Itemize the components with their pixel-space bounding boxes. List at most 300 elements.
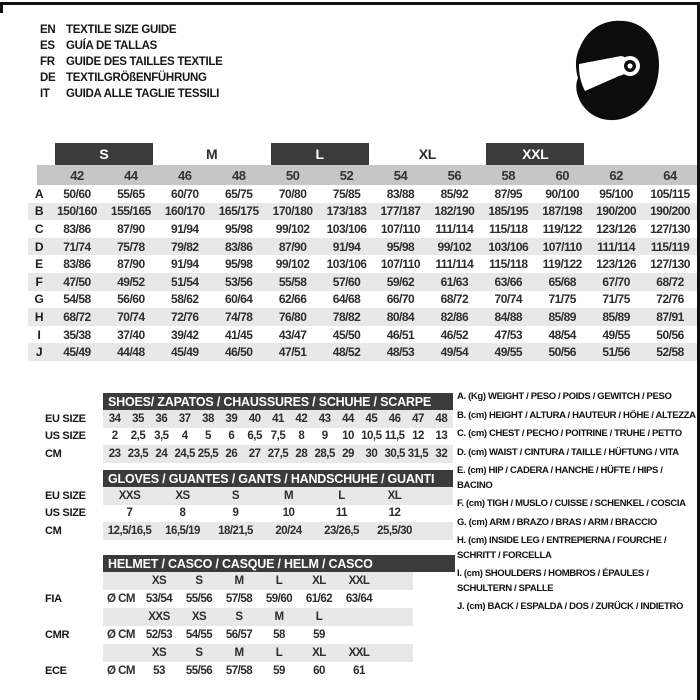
subtable-value-cell: M <box>283 489 294 502</box>
subtable-value-cell: 27 <box>248 447 261 460</box>
subtable-value-cell: 12 <box>388 507 401 520</box>
size-value-cell: 123/126 <box>596 257 637 272</box>
subtable-value-cell: 20/24 <box>275 524 302 537</box>
size-value-cell: 105/115 <box>650 186 690 201</box>
size-value-cell: 190/200 <box>596 204 637 219</box>
subtable-value-cell: 6,5 <box>247 430 262 443</box>
left-border-tick <box>0 2 3 13</box>
subtable-value-cell: 11,5 <box>384 430 405 443</box>
subtable-value-cell: S <box>195 575 203 587</box>
subtable-row-label: CM <box>45 447 62 460</box>
size-group-cell <box>158 143 266 165</box>
subtable-row <box>45 487 453 505</box>
subtable-value-cell: 54/55 <box>185 629 213 641</box>
size-value-cell: 35/38 <box>63 327 91 342</box>
subtable-value-cell: 29 <box>342 447 354 460</box>
subtable-value-cell: L <box>275 575 283 587</box>
size-value-cell: 119/122 <box>542 257 582 272</box>
row-letter-label: F <box>35 274 43 289</box>
subtable-value-cell: 35 <box>132 412 144 425</box>
subtable-value-cell: 43 <box>318 412 331 425</box>
subtable-row-label: ECE <box>45 665 67 677</box>
subtable-value-cell: 57/58 <box>225 665 253 677</box>
subtable-value-cell: 12,5/16,5 <box>107 524 152 537</box>
size-value-cell: 190/200 <box>650 204 690 219</box>
subtable-cells <box>103 572 413 590</box>
gloves-size-table <box>45 470 453 540</box>
legend-item: C. (cm) CHEST / PECHO / POITRINE / TRUHE / PETTO <box>457 428 682 439</box>
subtable-title-row <box>45 555 455 572</box>
subtable-value-cell: 52/53 <box>145 629 173 641</box>
subtable-cells <box>103 505 453 523</box>
legend-item: H. (cm) INSIDE LEG / ENTREPIERNA / FOURCHE / SCHRITT / FORCELLA <box>457 535 667 561</box>
size-value-cell: 49/55 <box>494 345 523 360</box>
subtable-value-cell: 23 <box>108 447 121 460</box>
subtable-cells <box>103 428 453 446</box>
size-value-cell: 82/86 <box>440 309 469 324</box>
size-group-label-M: M <box>206 146 218 162</box>
subtable-value-cell: 25,5/30 <box>377 524 412 537</box>
subtable-value-cell: 61/62 <box>305 593 333 605</box>
subtable-value-cell: 8 <box>298 430 305 443</box>
legend-item: F. (cm) TIGH / MUSLO / CUISSE / SCHENKEL / COSCIA <box>457 498 686 509</box>
subtable-row <box>45 505 453 523</box>
subtable-value-cell: 32 <box>435 447 448 460</box>
subtable-value-cell: 37 <box>178 412 191 425</box>
size-value-cell: 52/58 <box>656 345 684 360</box>
subtable-value-cell: 30,5 <box>384 447 405 460</box>
subtable-row-label: FIA <box>45 593 62 605</box>
subtable-value-cell: 3,5 <box>154 430 169 443</box>
subtable-value-cell: 55/56 <box>185 665 213 677</box>
size-value-cell: 95/98 <box>386 239 415 254</box>
size-value-cell: 49/52 <box>117 274 145 289</box>
subtable-value-cell: S <box>231 489 240 502</box>
size-value-cell: 90/100 <box>545 186 580 201</box>
size-value-cell: 91/94 <box>332 239 361 254</box>
subtable-value-cell: XL <box>312 647 326 659</box>
subtable-value-cell: 41 <box>272 412 284 425</box>
size-value-cell: 99/102 <box>437 239 472 254</box>
subtable-row <box>45 572 455 590</box>
size-table-row <box>28 273 697 291</box>
subtable-value-cell: XS <box>151 575 167 587</box>
subtable-title-row <box>45 470 453 487</box>
size-value-cell: 83/86 <box>63 257 91 272</box>
subtable-value-cell: 24,5 <box>174 447 195 460</box>
subtable-title: SHOES/ ZAPATOS / CHAUSSURES / SCHUHE / SCARPE <box>103 393 453 410</box>
size-group-label-S: S <box>55 143 153 165</box>
legend-item: E. (cm) HIP / CADERA / HANCHE / HÜFTE / HIPS / BACINO <box>457 465 663 491</box>
row-letter-label: J <box>35 345 43 360</box>
size-value-cell: 85/89 <box>548 309 576 324</box>
subtable-value-cell: 31,5 <box>407 447 429 460</box>
row-letter-label: D <box>34 239 44 254</box>
size-value-cell: 54/58 <box>63 292 91 307</box>
subtable-value-cell: 7,5 <box>270 430 286 443</box>
subtable-row <box>45 608 455 626</box>
subtable-value-cell: XXS <box>148 611 170 623</box>
size-column-header: 46 <box>178 167 192 183</box>
size-table-row <box>28 326 697 344</box>
subtable-value-cell: 61 <box>353 665 365 677</box>
size-value-cell: 51/56 <box>602 345 630 360</box>
language-text: GUIDA ALLE TAGLIE TESSILI <box>66 88 220 100</box>
size-value-cell: 95/100 <box>599 186 633 201</box>
subtable-value-cell: 27,5 <box>267 447 289 460</box>
subtable-row <box>45 626 455 644</box>
size-table-row <box>28 343 697 361</box>
subtable-value-cell: 63/64 <box>345 593 373 605</box>
size-value-cell: 48/52 <box>332 345 361 360</box>
size-value-cell: 187/198 <box>542 204 583 219</box>
subtable-value-cell: 56/57 <box>225 629 253 641</box>
size-table-row <box>28 291 697 309</box>
size-value-cell: 83/86 <box>63 221 91 236</box>
size-value-cell: 47/53 <box>494 327 523 342</box>
size-value-cell: 57/60 <box>332 274 361 289</box>
size-value-cell: 115/118 <box>489 257 528 272</box>
size-column-header: 60 <box>555 167 569 183</box>
subtable-cells <box>103 626 413 644</box>
size-value-cell: 49/54 <box>440 345 469 360</box>
size-group-cell <box>374 143 482 165</box>
size-value-cell: 45/49 <box>171 345 199 360</box>
size-value-cell: 70/74 <box>117 309 145 324</box>
size-value-cell: 87/90 <box>278 239 307 254</box>
legend-item: B. (cm) HEIGHT / ALTURA / HAUTEUR / HÖHE / ALTEZZA <box>457 409 696 421</box>
language-row <box>40 70 223 86</box>
subtable-value-cell: 24 <box>155 447 168 460</box>
measurement-legend <box>457 390 697 619</box>
size-value-cell: 111/114 <box>597 239 636 254</box>
size-value-cell: 60/70 <box>171 186 199 201</box>
size-value-cell: 65/75 <box>224 186 253 201</box>
subtable-cells <box>103 590 413 608</box>
helmet-size-table <box>45 555 455 680</box>
size-column-header: 56 <box>447 167 462 183</box>
size-value-cell: 103/106 <box>326 221 367 236</box>
subtable-value-cell: XS <box>151 647 167 659</box>
size-value-cell: 72/76 <box>656 292 684 307</box>
size-value-cell: 165/175 <box>218 204 259 219</box>
subtable-value-cell: L <box>338 489 345 502</box>
subtable-value-cell: 11 <box>335 507 348 520</box>
language-text: GUÍA DE TALLAS <box>66 40 157 52</box>
subtable-value-cell: XS <box>191 611 207 623</box>
size-group-cell <box>481 143 589 165</box>
subtable-value-cell: 47 <box>412 412 424 425</box>
size-value-cell: 103/106 <box>488 239 529 254</box>
size-value-cell: 67/70 <box>602 274 630 289</box>
size-value-cell: 71/75 <box>548 292 576 307</box>
subtable-value-cell: 36 <box>155 412 168 425</box>
size-value-cell: 63/66 <box>494 274 523 289</box>
size-value-cell: 150/160 <box>57 204 97 219</box>
subtable-value-cell: 16,5/19 <box>165 524 200 537</box>
size-table-row <box>28 185 697 203</box>
size-value-cell: 46/52 <box>440 327 469 342</box>
size-value-cell: 75/78 <box>117 239 145 254</box>
subtable-value-cell: 40 <box>248 412 261 425</box>
subtable-value-cell: 28 <box>295 447 308 460</box>
size-value-cell: 95/98 <box>224 221 253 236</box>
subtable-value-cell: 2,5 <box>130 430 146 443</box>
size-value-cell: 68/72 <box>63 309 91 324</box>
subtable-value-cell: 28,5 <box>314 447 335 460</box>
subtable-value-cell: 9 <box>232 507 239 520</box>
size-value-cell: 75/85 <box>332 186 361 201</box>
size-value-cell: 50/60 <box>63 186 91 201</box>
size-value-cell: 127/130 <box>650 257 690 272</box>
size-group-label-XXL: XXL <box>486 143 584 165</box>
subtable-value-cell: XXS <box>118 489 141 502</box>
size-value-cell: 58/62 <box>171 292 199 307</box>
size-value-cell: 68/72 <box>440 292 469 307</box>
size-value-cell: 78/82 <box>332 309 361 324</box>
size-value-cell: 177/187 <box>380 204 421 219</box>
subtable-value-cell: 48 <box>435 412 448 425</box>
subtable-value-cell: 10,5 <box>361 430 382 443</box>
size-value-cell: 79/82 <box>171 239 199 254</box>
subtable-value-cell: 23,5 <box>127 447 149 460</box>
size-value-cell: 87/90 <box>117 221 145 236</box>
subtable-value-cell: Ø CM <box>106 665 136 677</box>
subtable-value-cell: 6 <box>228 430 235 443</box>
size-value-cell: 47/50 <box>63 274 91 289</box>
size-value-cell: 46/51 <box>386 327 415 342</box>
size-value-cell: 85/89 <box>602 309 630 324</box>
size-value-cell: 66/70 <box>386 292 415 307</box>
size-value-cell: 103/106 <box>326 257 367 272</box>
size-value-cell: 170/180 <box>272 204 313 219</box>
language-code: IT <box>40 88 50 100</box>
size-value-cell: 111/114 <box>435 221 474 236</box>
size-group-label-L: L <box>271 143 369 165</box>
legend-item: D. (cm) WAIST / CINTURA / TAILLE / HÜFTUNG / VITA <box>457 446 679 458</box>
size-table-row <box>28 238 697 256</box>
subtable-title: HELMET / CASCO / CASQUE / HELM / CASCO <box>103 555 455 572</box>
size-table-row <box>28 308 697 326</box>
size-value-cell: 41/45 <box>224 327 253 342</box>
shoes-size-table <box>45 393 453 463</box>
subtable-value-cell: 8 <box>179 507 186 520</box>
subtable-row <box>45 644 455 662</box>
legend-item: A. (Kg) WEIGHT / PESO / POIDS / GEWITCH / PESO <box>457 391 672 402</box>
subtable-value-cell: 10 <box>282 507 295 520</box>
size-value-cell: 111/114 <box>435 257 474 272</box>
size-value-cell: 71/74 <box>63 239 91 254</box>
subtable-value-cell: 55/56 <box>185 593 213 605</box>
row-letter-label: E <box>35 257 43 272</box>
subtable-value-cell: L <box>315 611 323 623</box>
subtable-row <box>45 410 453 428</box>
legend-item: I. (cm) SHOULDERS / HOMBROS / ÉPAULES / SCHULTERN / SPALLE <box>457 568 649 594</box>
subtable-value-cell: Ø CM <box>106 629 136 641</box>
size-value-cell: 107/110 <box>380 257 421 272</box>
subtable-row-label: EU SIZE <box>45 412 86 425</box>
row-letter-label: B <box>34 204 44 219</box>
subtable-row <box>45 428 453 446</box>
subtable-value-cell: 53/54 <box>145 593 173 605</box>
size-value-cell: 39/42 <box>171 327 199 342</box>
size-column-header: 50 <box>285 167 300 183</box>
language-code: EN <box>40 24 56 36</box>
subtable-row-label: US SIZE <box>45 507 86 520</box>
size-value-cell: 182/190 <box>434 204 475 219</box>
size-value-cell: 37/40 <box>117 327 145 342</box>
subtable-value-cell: 7 <box>126 507 133 520</box>
size-value-cell: 99/102 <box>275 221 310 236</box>
size-column-header: 42 <box>70 167 84 183</box>
size-value-cell: 49/55 <box>602 327 630 342</box>
size-column-header: 48 <box>231 167 246 183</box>
subtable-row-label: CMR <box>45 629 70 641</box>
size-header-row <box>28 165 697 185</box>
subtable-title: GLOVES / GUANTES / GANTS / HANDSCHUHE / GUANTI <box>103 470 453 487</box>
size-value-cell: 60/64 <box>224 292 253 307</box>
racing-helmet-icon <box>572 20 660 127</box>
subtable-value-cell: 44 <box>342 412 354 425</box>
subtable-value-cell: M <box>234 575 244 587</box>
size-value-cell: 107/110 <box>380 221 421 236</box>
size-value-cell: 185/195 <box>488 204 529 219</box>
size-value-cell: 64/68 <box>332 292 361 307</box>
main-size-table <box>28 143 697 361</box>
legend-item: G. (cm) ARM / BRAZO / BRAS / ARM / BRACCIO <box>457 516 657 528</box>
size-value-cell: 45/49 <box>63 345 91 360</box>
size-value-cell: 48/54 <box>548 327 576 342</box>
row-letter-label: I <box>37 327 41 342</box>
subtable-value-cell: Ø CM <box>106 593 136 605</box>
size-value-cell: 80/84 <box>386 309 415 324</box>
size-value-cell: 59/62 <box>386 274 415 289</box>
subtable-value-cell: 30 <box>365 447 378 460</box>
subtable-value-cell: 59/60 <box>265 593 293 605</box>
size-value-cell: 160/170 <box>164 204 205 219</box>
subtable-value-cell: 10 <box>342 430 354 443</box>
subtable-value-cell: 18/21,5 <box>218 524 253 537</box>
language-title-block <box>40 22 223 102</box>
subtable-value-cell: 5 <box>205 430 211 443</box>
size-column-header: 58 <box>501 167 516 183</box>
size-group-label-XL: XL <box>418 146 437 162</box>
size-value-cell: 45/50 <box>332 327 361 342</box>
subtable-cells <box>103 487 453 505</box>
language-code: ES <box>40 40 55 52</box>
subtable-cells <box>103 522 453 540</box>
row-letter-label: A <box>34 186 44 201</box>
language-row <box>40 86 223 102</box>
subtable-value-cell: XS <box>175 489 190 502</box>
size-value-cell: 71/75 <box>602 292 630 307</box>
size-value-cell: 119/122 <box>542 221 582 236</box>
subtable-value-cell: L <box>275 647 283 659</box>
subtable-cells <box>103 445 453 463</box>
size-value-cell: 91/94 <box>171 221 199 236</box>
subtable-value-cell: 26 <box>225 447 238 460</box>
subtable-value-cell: 60 <box>313 665 325 677</box>
subtable-value-cell: 59 <box>273 665 285 677</box>
size-value-cell: 61/63 <box>440 274 469 289</box>
size-value-cell: 55/58 <box>278 274 307 289</box>
size-value-cell: 70/80 <box>278 186 307 201</box>
size-value-cell: 85/92 <box>440 186 469 201</box>
size-value-cell: 68/72 <box>656 274 684 289</box>
size-table-row <box>28 255 697 273</box>
subtable-cells <box>103 608 413 626</box>
language-row <box>40 22 223 38</box>
subtable-value-cell: 38 <box>202 412 214 425</box>
subtable-value-cell: XL <box>387 489 402 502</box>
size-value-cell: 115/119 <box>650 239 690 254</box>
subtable-value-cell: 53 <box>153 665 165 677</box>
top-border <box>0 2 700 5</box>
subtable-value-cell: S <box>195 647 203 659</box>
subtable-value-cell: 46 <box>388 412 401 425</box>
size-value-cell: 87/91 <box>656 309 684 324</box>
language-code: DE <box>40 72 56 84</box>
size-column-header: 44 <box>124 167 138 183</box>
subtable-row <box>45 590 455 608</box>
language-text: TEXTILE SIZE GUIDE <box>66 24 177 36</box>
subtable-value-cell: 59 <box>313 629 325 641</box>
size-value-cell: 50/56 <box>548 345 576 360</box>
size-group-row <box>28 143 697 165</box>
row-letter-label: C <box>34 221 44 236</box>
size-value-cell: 62/66 <box>278 292 307 307</box>
size-group-cell <box>266 143 374 165</box>
size-value-cell: 51/54 <box>171 274 199 289</box>
size-value-cell: 99/102 <box>275 257 310 272</box>
size-value-cell: 83/88 <box>386 186 415 201</box>
size-value-cell: 87/90 <box>117 257 145 272</box>
legend-item: J. (cm) BACK / ESPALDA / DOS / ZURÜCK / INDIETRO <box>457 601 683 612</box>
subtable-value-cell: 23/26,5 <box>324 524 359 537</box>
subtable-value-cell: 57/58 <box>225 593 253 605</box>
size-value-cell: 50/56 <box>656 327 684 342</box>
size-value-cell: 95/98 <box>224 257 253 272</box>
size-value-cell: 48/53 <box>386 345 415 360</box>
subtable-value-cell: 9 <box>321 430 328 443</box>
subtable-row-label: CM <box>45 524 62 537</box>
subtable-value-cell: M <box>234 647 244 659</box>
subtable-value-cell: 13 <box>435 430 448 443</box>
size-value-cell: 72/76 <box>171 309 199 324</box>
row-letter-label: G <box>34 292 44 307</box>
subtable-value-cell: 45 <box>365 412 378 425</box>
size-table-row <box>28 220 697 238</box>
language-text: GUIDE DES TAILLES TEXTILE <box>66 56 223 68</box>
size-table-row <box>28 203 697 221</box>
subtable-value-cell: 34 <box>108 412 121 425</box>
subtable-row <box>45 522 453 540</box>
row-letter-label: H <box>34 309 44 324</box>
size-value-cell: 91/94 <box>171 257 199 272</box>
subtable-value-cell: 12 <box>412 430 424 443</box>
subtable-cells <box>103 662 413 680</box>
language-row <box>40 54 223 70</box>
subtable-value-cell: 4 <box>181 430 188 443</box>
size-column-header: 54 <box>393 167 408 183</box>
subtable-value-cell: 42 <box>295 412 308 425</box>
subtable-row <box>45 662 455 680</box>
subtable-value-cell: 25,5 <box>197 447 219 460</box>
subtable-value-cell: S <box>235 611 243 623</box>
subtable-cells <box>103 644 413 662</box>
size-value-cell: 44/48 <box>117 345 145 360</box>
size-value-cell: 56/60 <box>117 292 145 307</box>
